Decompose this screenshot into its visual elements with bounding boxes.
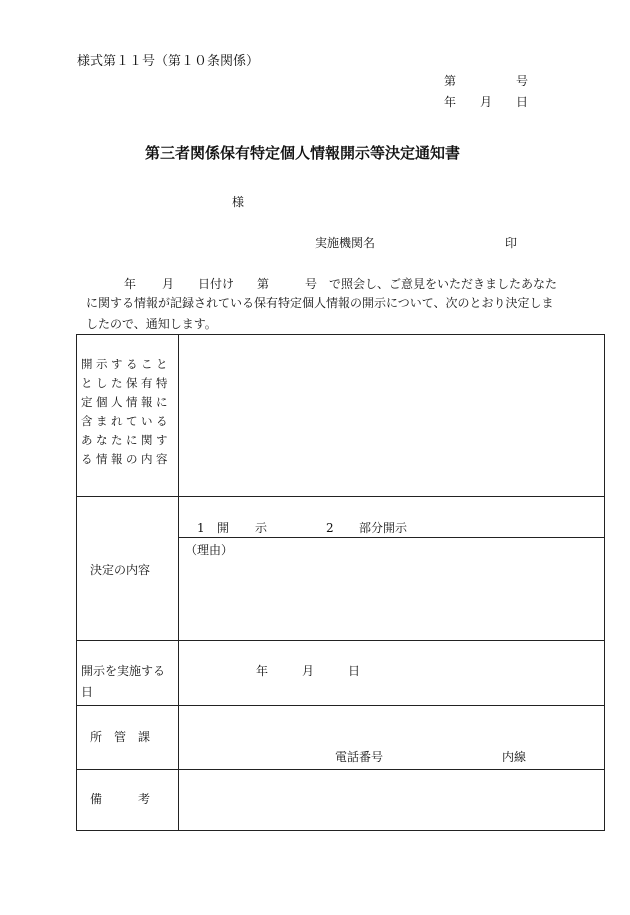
department-content-cell[interactable]: [179, 706, 604, 769]
option2-text: 部分開示: [359, 521, 408, 535]
option1-char-a: 開: [217, 521, 230, 535]
row1-label-line: とした保有特: [81, 376, 171, 390]
row1-content-cell[interactable]: [179, 335, 604, 496]
remarks-content-cell[interactable]: [179, 770, 604, 830]
table-border-bottom: [76, 830, 605, 831]
date-day: 日: [516, 95, 529, 109]
disclosure-date-label-line2: 日: [81, 685, 94, 699]
row1-label-line: 定個人情報に: [81, 395, 171, 409]
table-border-left: [76, 334, 77, 831]
table-border-right: [604, 334, 605, 831]
document-number-suffix: 号: [516, 74, 529, 88]
row1-label-line: る情報の内容: [81, 452, 171, 466]
row1-label-line: 開示すること: [81, 357, 171, 371]
row1-label-line: 含まれている: [81, 414, 171, 428]
row1-label-line: あなたに関す: [81, 433, 171, 447]
reason-content-cell[interactable]: [179, 538, 604, 640]
option1-char-b: 示: [255, 521, 268, 535]
document-title: 第三者関係保有特定個人情報開示等決定通知書: [145, 144, 461, 162]
date-year: 年: [444, 95, 457, 109]
body-year: 年: [124, 277, 137, 291]
extension-label: 内線: [502, 750, 527, 764]
disclosure-month: 月: [302, 664, 315, 678]
body-no: 第: [257, 277, 270, 291]
agency-label: 実施機関名: [315, 236, 376, 250]
body-line1-rest: 号 で照会し、ご意見をいただきましたあなた: [305, 277, 558, 291]
department-label: 所 管 課: [90, 730, 151, 744]
option2-number: 2: [326, 521, 334, 535]
body-dated: 日付け: [198, 277, 235, 291]
date-month: 月: [480, 95, 493, 109]
decision-content-label: 決定の内容: [90, 563, 151, 577]
form-number: 様式第１１号（第１０条関係）: [77, 54, 260, 69]
row-divider-2: [76, 640, 605, 641]
disclosure-year: 年: [256, 664, 269, 678]
body-month: 月: [162, 277, 175, 291]
body-line2: に関する情報が記録されている保有特定個人情報の開示について、次のとおり決定しま: [86, 296, 554, 310]
option1-number: 1: [197, 521, 205, 535]
row1-label: [81, 355, 171, 469]
seal-mark: 印: [505, 236, 518, 250]
row-divider-1: [76, 496, 605, 497]
addressee-suffix: 様: [232, 195, 245, 209]
body-line3: したので、通知します。: [86, 317, 217, 331]
document-number-prefix: 第: [444, 74, 457, 88]
disclosure-day: 日: [348, 664, 361, 678]
phone-label: 電話番号: [335, 750, 384, 764]
reason-label: （理由）: [185, 543, 234, 557]
disclosure-date-label-line1: 開示を実施する: [81, 664, 166, 678]
remarks-label: 備 考: [90, 792, 151, 806]
